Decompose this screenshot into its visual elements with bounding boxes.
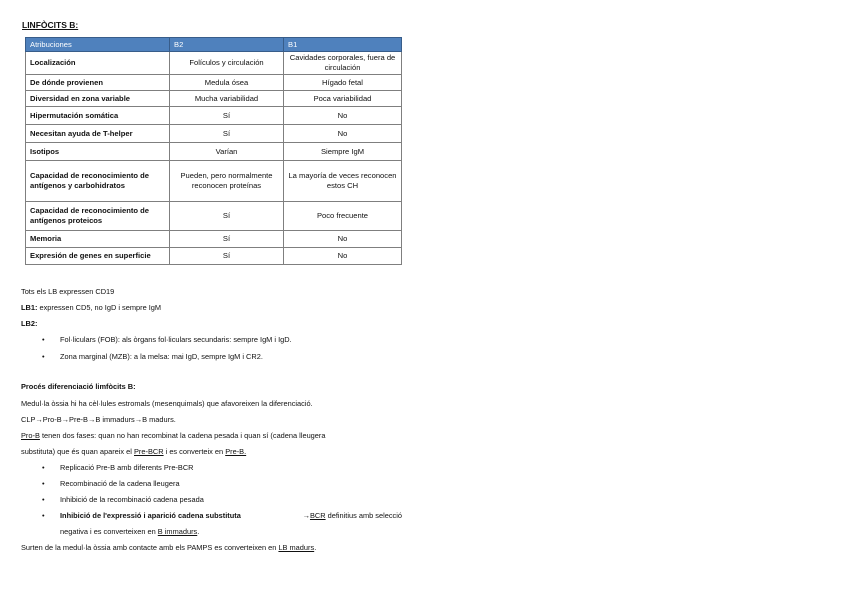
text-span: .: [314, 543, 317, 552]
table-cell: Mucha variabilidad: [170, 91, 284, 107]
text-span: negativa i es converteixen en: [60, 527, 158, 536]
table-cell: Sí: [170, 107, 284, 125]
table-row: [26, 107, 402, 125]
paragraph-line: [21, 542, 316, 553]
table-cell: Hígado fetal: [284, 75, 402, 91]
term-pre-bcr: Pre-BCR: [134, 447, 164, 456]
table-cell: No: [284, 125, 402, 143]
term-b-immadurs: B immadurs: [157, 527, 198, 536]
table-cell: Sí: [170, 248, 284, 265]
table-cell: Sí: [170, 231, 284, 248]
table-cell-attribute: Necesitan ayuda de T-helper: [26, 125, 170, 143]
page-title: LINFÒCITS B:: [22, 20, 79, 30]
paragraph-line: CLP→Pro-B→Pre-B→B immadurs→B madurs.: [21, 415, 176, 424]
table-cell: No: [284, 248, 402, 265]
table-cell: Folículos y circulación: [170, 52, 284, 75]
table-row: [26, 202, 402, 231]
table-row: [26, 143, 402, 161]
text-span: tenen dos fases: quan no han recombinat la cadena pesada i quan sí (cadena lleugera: [39, 431, 326, 440]
table-cell: Siempre IgM: [284, 143, 402, 161]
table-cell: Varían: [170, 143, 284, 161]
table-cell-attribute: Capacidad de reconocimiento de antígenos y carbohidratos: [26, 161, 170, 202]
table-cell-attribute: Diversidad en zona variable: [26, 91, 170, 107]
table-row: [26, 161, 402, 202]
table-header: Atribuciones: [26, 38, 170, 52]
text-span: substituta) que és quan apareix el: [21, 447, 134, 456]
table-header-row: [26, 38, 402, 52]
table-cell: Sí: [170, 125, 284, 143]
inhib-tail: [303, 510, 402, 521]
table-row: [26, 248, 402, 265]
list-item: [60, 510, 402, 521]
bullet-dot: •: [42, 511, 45, 520]
arrow-glyph: →: [302, 511, 310, 520]
table-cell: La mayoría de veces reconocen estos CH: [284, 161, 402, 202]
table-cell: Poca variabilidad: [284, 91, 402, 107]
paragraph-line: [21, 430, 325, 441]
list-item: Inhibició de la recombinació cadena pesada: [60, 495, 204, 504]
text-span: .: [197, 527, 200, 536]
bullet-dot: •: [42, 463, 45, 472]
table-cell: Medula ósea: [170, 75, 284, 91]
term-bcr: BCR: [309, 511, 326, 520]
bullet-dot: •: [42, 335, 45, 344]
table-header: B1: [284, 38, 402, 52]
table-row: [26, 75, 402, 91]
lb2-label: LB2:: [21, 319, 38, 328]
table-row: [26, 231, 402, 248]
text-span: definitius amb selecció: [325, 511, 402, 520]
list-item: Replicació Pre-B amb diferents Pre-BCR: [60, 463, 194, 472]
term-lb-madurs: LB madurs: [278, 543, 315, 552]
term-pre-b: Pre-B.: [225, 447, 247, 456]
paragraph-line: [21, 446, 246, 457]
inhib-bold-text: Inhibició de l'expressió i aparició cadena substituta: [60, 511, 241, 520]
list-item: Zona marginal (MZB): a la melsa: mai IgD, sempre IgM i CR2.: [60, 352, 263, 361]
table-row: [26, 125, 402, 143]
list-item-continuation: [60, 526, 199, 537]
lb1-label: LB1:: [21, 303, 38, 312]
table-cell-attribute: Capacidad de reconocimiento de antígenos proteicos: [26, 202, 170, 231]
bullet-dot: •: [42, 479, 45, 488]
list-item: Fol·liculars (FOB): als òrgans fol·liculars secundaris: sempre IgM i IgD.: [60, 335, 292, 344]
lb-cd19-line: Tots els LB expressen CD19: [21, 287, 115, 296]
table-cell-attribute: Expresión de genes en superficie: [26, 248, 170, 265]
lb1-text: expressen CD5, no IgD i sempre IgM: [37, 303, 162, 312]
paragraph-line: Medul·la òssia hi ha cèl·lules estromals (mesenquimals) que afavoreixen la diferenciació.: [21, 399, 313, 408]
section-heading: Procés diferenciació limfòcits B:: [21, 382, 136, 391]
table-cell-attribute: Memoria: [26, 231, 170, 248]
table-cell: No: [284, 107, 402, 125]
list-item: Recombinació de la cadena lleugera: [60, 479, 180, 488]
table-cell: Pueden, pero normalmente reconocen proteínas: [170, 161, 284, 202]
table-cell: Poco frecuente: [284, 202, 402, 231]
text-span: i es converteix en: [163, 447, 226, 456]
table-cell-attribute: Localización: [26, 52, 170, 75]
table-row: [26, 91, 402, 107]
table-cell-attribute: Hipermutación somática: [26, 107, 170, 125]
bullet-dot: •: [42, 495, 45, 504]
table-cell: Cavidades corporales, fuera de circulación: [284, 52, 402, 75]
table-cell-attribute: De dónde provienen: [26, 75, 170, 91]
table-row: [26, 52, 402, 75]
bullet-dot: •: [42, 352, 45, 361]
table-header: B2: [170, 38, 284, 52]
table-cell: No: [284, 231, 402, 248]
table-cell-attribute: Isotipos: [26, 143, 170, 161]
term-pro-b: Pro-B: [21, 431, 40, 440]
lb1-line: [21, 302, 161, 313]
table-cell: Sí: [170, 202, 284, 231]
comparison-table: [25, 37, 402, 265]
text-span: Surten de la medul·la òssia amb contacte amb els PAMPS es converteixen en: [21, 543, 279, 552]
